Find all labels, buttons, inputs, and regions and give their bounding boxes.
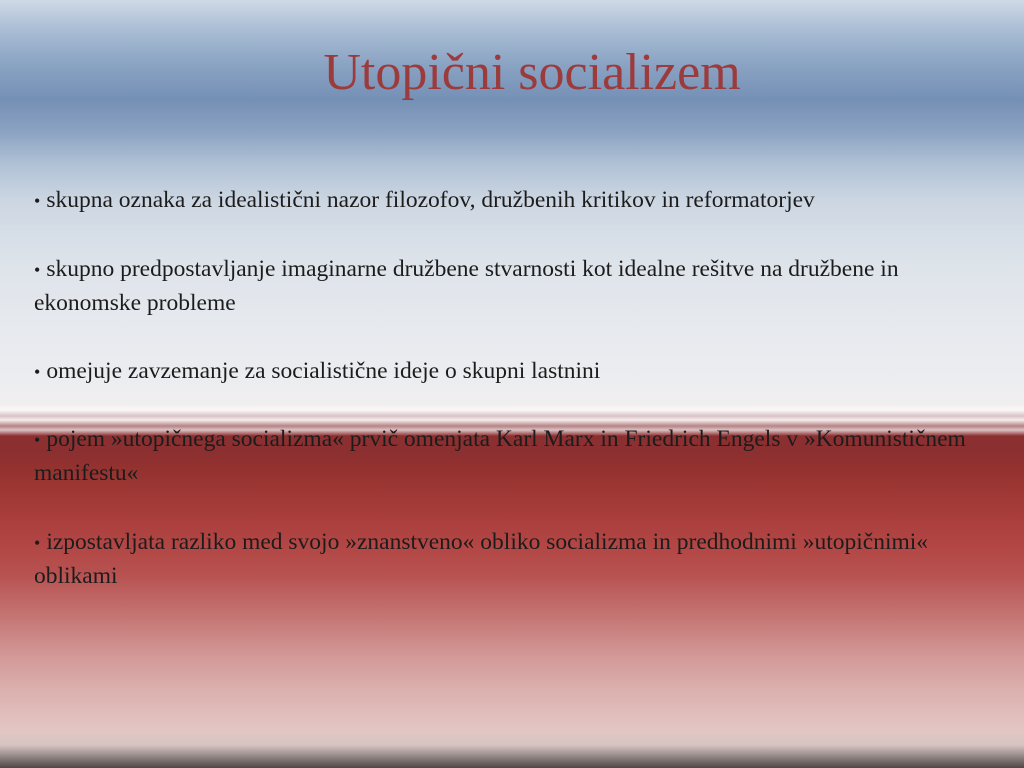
bullet-item: [34, 526, 994, 593]
bullet-marker: •: [34, 362, 41, 382]
bullet-text: izpostavljata razliko med svojo »znanstveno« obliko socializma in predhodnimi »utopičnimi« oblikami: [34, 529, 929, 589]
bullet-item: [34, 423, 994, 490]
bullet-text: omejuje zavzemanje za socialistične ideje o skupni lastnini: [46, 358, 601, 384]
bullet-item: [34, 355, 994, 389]
bullet-text: skupno predpostavljanje imaginarne družbene stvarnosti kot idealne rešitve na družbene in ekonomske probleme: [34, 256, 899, 316]
bullet-text: pojem »utopičnega socializma« prvič omenjata Karl Marx in Friedrich Engels v »Komunističnem manifestu«: [34, 426, 966, 486]
slide-title: Utopični socializem: [323, 44, 741, 101]
bullet-marker: •: [34, 430, 41, 450]
bullet-marker: •: [34, 191, 41, 211]
bullet-marker: •: [34, 533, 41, 553]
bullet-item: [34, 253, 994, 320]
bullet-text: skupna oznaka za idealistični nazor filozofov, družbenih kritikov in reformatorjev: [46, 187, 815, 213]
bullet-marker: •: [34, 260, 41, 280]
bullet-item: [34, 184, 994, 218]
